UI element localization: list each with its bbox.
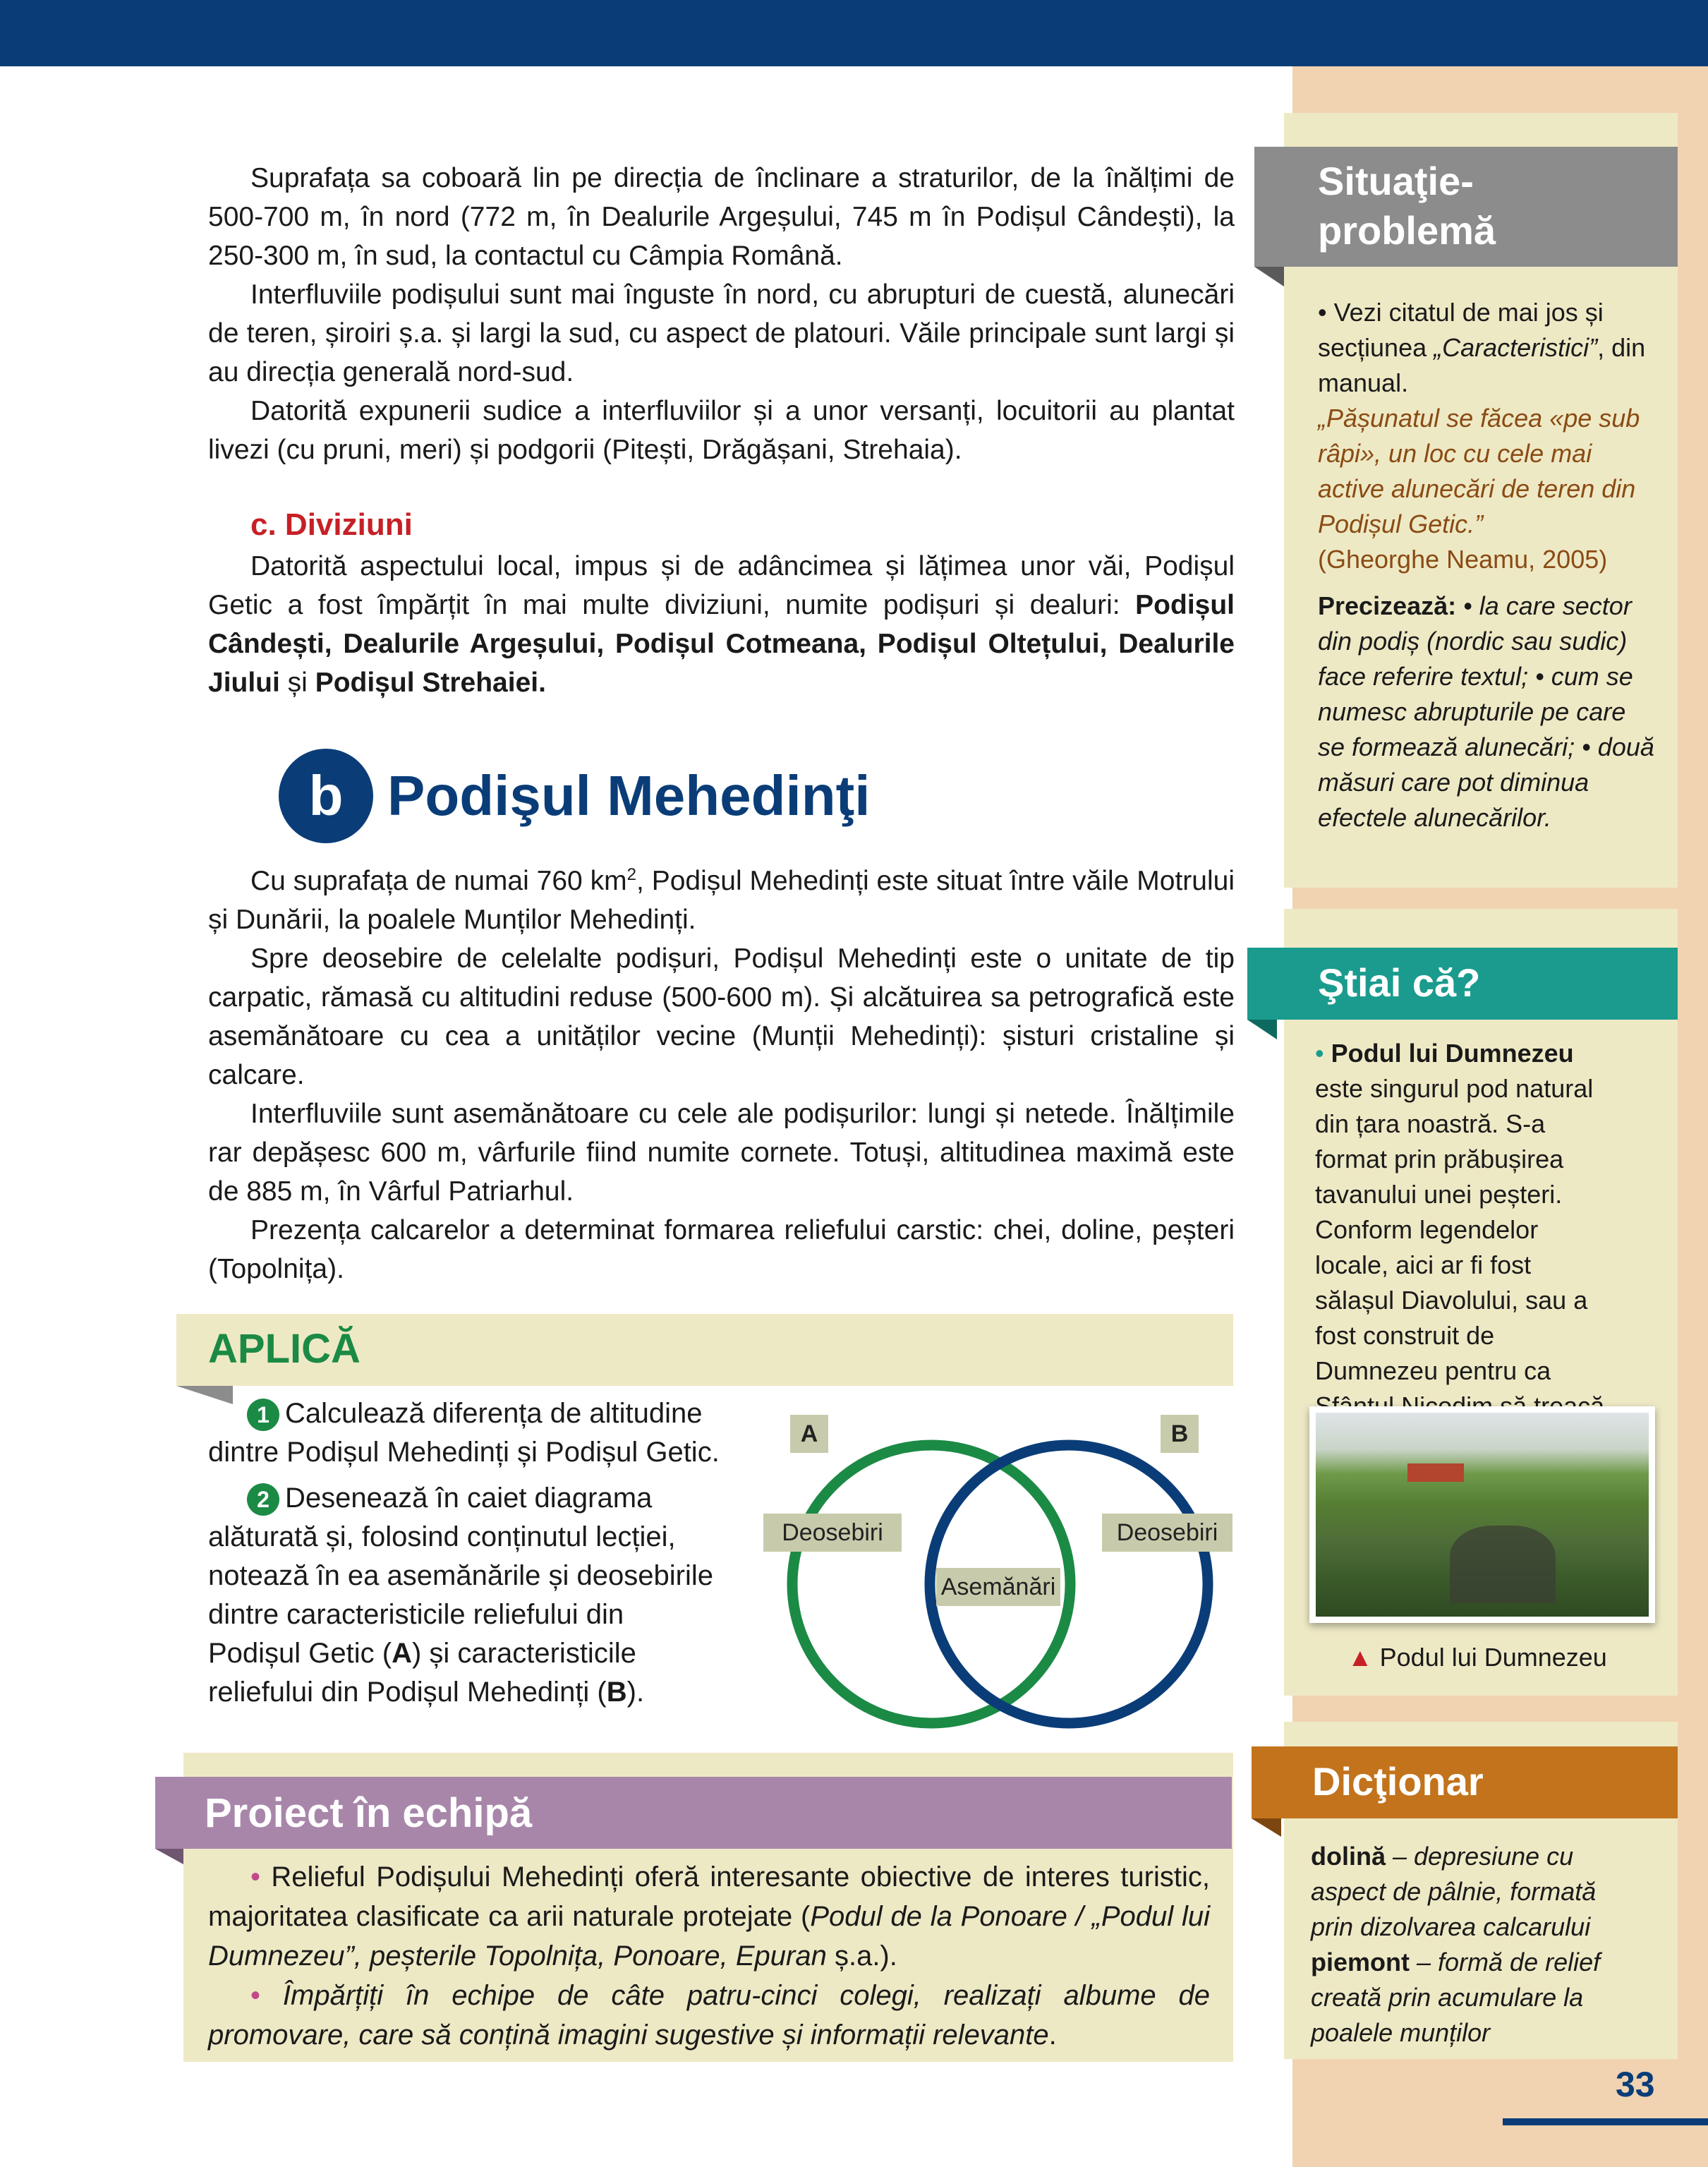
situatie-fold: [1254, 267, 1284, 286]
item-number-badge: 1: [247, 1399, 279, 1431]
photo-caption: ▲ Podul lui Dumnezeu: [1347, 1643, 1607, 1672]
house-roof: [1407, 1463, 1464, 1482]
proiect-title: Proiect în echipă: [205, 1790, 533, 1836]
proiect-text: [208, 1857, 1210, 2055]
dictionar-content: [1311, 1839, 1642, 2051]
paragraph-mehedinti-area: Cu suprafața de numai 760 $km^2$, Podișul Mehedinți este situat între văile Motrului și Dunării, la poalele Munților Mehedinți.: [208, 865, 1235, 935]
aplica-title: APLICĂ: [208, 1326, 361, 1372]
aplica-item-2: 2 Desenează în caiet diagrama alăturată și, folosind conținutul lecției, notează în ea asemănările și deosebirile dintre caracteristicile reliefului din Podișul Getic (A) și caracteristicile reliefului din Podișul Mehedinți (B).: [208, 1483, 713, 1708]
paragraph-orchards: Datorită expunerii sudice a interfluviilor și a unor versanți, locuitorii au plantat livezi (cu pruni, meri) și podgorii (Pitești, Drăgășani, Strehaia).: [208, 396, 1235, 465]
aplica-item-1: 1 Calculează diferența de altitudine dintre Podișul Mehedinți și Podișul Getic.: [208, 1398, 720, 1468]
situatie-title: Situaţie- problemă: [1318, 159, 1496, 253]
top-bar: [0, 0, 1708, 66]
dictionar-entry-dolina: dolină – depresiune cu aspect de pâlnie, formată prin dizolvarea calcarului: [1311, 1842, 1597, 1941]
stiai-content: • Podul lui Dumnezeu este singurul pod natural din țara noastră. S-a format prin prăbușirea tavanului unei peșteri. Conform legendelor locale, aici ar fi fost sălașul Diavolului, sau a fost construit de Dumnezeu pentru ca: [1315, 1039, 1594, 1385]
paragraph-mehedinti-type: Spre deosebire de celelalte podișuri, Podișul Mehedinți este o unitate de tip carpatic, rămasă cu altitudini reduse (500-600 m). Și alcătuirea sa petrografică este asemănătoare cu cea a unităților vecine (Munții Mehedinți): șisturi cristaline și calcare.: [208, 943, 1235, 1090]
section-b-title: [279, 747, 870, 845]
paragraph-surface: Suprafața sa coboară lin pe direcția de înclinare a straturilor, de la înălțimi de 500-700 m, în nord (772 m, în Dealurile Argeșului, 745 m în Podișul Cândești), la 250-300 m, în sud, la contactul cu Câmpia Română.: [208, 163, 1235, 271]
paragraph-mehedinti-karst: Prezența calcarelor a determinat formarea reliefului carstic: chei, doline, peșteri (Topolnița).: [208, 1215, 1235, 1284]
mehedinti-text: [208, 855, 1235, 1288]
dictionar-title: Dicţionar: [1312, 1759, 1484, 1804]
proiect-bullet-2: • Împărțiți în echipe de câte patru-cinci colegi, realizați albume de promovare, care să conțină imagini sugestive și informații relevante.: [208, 1980, 1210, 2051]
dictionar-fold: [1252, 1818, 1281, 1837]
situatie-intro: • Vezi citatul de mai jos și secțiunea „Caracteristici”, din manual.: [1318, 298, 1646, 397]
paragraph-mehedinti-interfluves: Interfluviile sunt asemănătoare cu cele ale podișurilor: lungi și netede. Înălțimile rar depășesc 600 m, vârfurile fiind numite cornete. Totuși, altitudinea maximă este de 885 m, în Vârful Patriarhul.: [208, 1099, 1235, 1207]
paragraph-interfluves: Interfluviile podișului sunt mai înguste în nord, cu abrupturi de cuestă, alunecări de teren, șiroiri ș.a. și largi la sud, cu aspect de platouri. Văile principale sunt largi și au direcția generală nord-sud.: [208, 279, 1235, 387]
venn-label-a: A: [790, 1415, 828, 1453]
main-text: [208, 159, 1235, 702]
situatie-content: [1318, 295, 1656, 835]
section-letter-badge: b: [279, 749, 373, 843]
situatie-task: Precizează: • la care sector din podiș (nordic sau sudic) face referire textul; • cum se numesc abrupturile pe care se formează alunecări; • două măsuri care pot diminua efectele alunecărilor.: [1318, 591, 1654, 832]
proiect-bullet-1: • Relieful Podișului Mehedinți oferă interesante obiective de interes turistic, majoritatea clasificate ca arii naturale protejate (Podul de la Ponoare / „Podul lui Dumnezeu”, peșterile Topolnița, Ponoare, Epuran ș.a.).: [208, 1861, 1210, 1972]
venn-label-b: B: [1161, 1415, 1199, 1453]
heading-diviziuni: c. Diviziuni: [250, 507, 413, 542]
situatie-source: (Gheorghe Neamu, 2005): [1318, 545, 1608, 574]
page-number-rule: [1503, 2118, 1708, 2125]
page-number: 33: [1616, 2065, 1655, 2104]
section-title: Podişul Mehedinţi: [387, 764, 871, 827]
paragraph-diviziuni: Datorită aspectului local, impus și de adâncimea și lățimea unor văi, Podișul Getic a fost împărțit în mai multe diviziuni, numite podișuri și dealuri: Podișul Cândești, Dealurile Argeșului, Podișul Cotmeana, Podișul Oltețului, Dealurile Jiului și Podișul Strehaiei.: [208, 551, 1235, 698]
podul-lui-dumnezeu-photo: [1309, 1406, 1655, 1623]
venn-region-center: Asemănări: [936, 1568, 1060, 1606]
dictionar-entry-piemont: piemont – formă de relief creată prin acumulare la poalele munților: [1311, 1948, 1601, 2047]
venn-region-right: Deosebiri: [1102, 1514, 1232, 1552]
proiect-fold: [155, 1849, 183, 1864]
venn-region-left: Deosebiri: [763, 1514, 902, 1552]
stiai-fold: [1247, 1020, 1277, 1039]
stiai-title: Ştiai că?: [1318, 960, 1481, 1005]
item-number-badge: 2: [247, 1483, 279, 1516]
cave-arch: [1450, 1526, 1556, 1603]
situatie-quote: „Pășunatul se făcea «pe sub râpi», un loc cu cele mai active alunecări de teren din Podișul Getic.”: [1318, 404, 1640, 538]
